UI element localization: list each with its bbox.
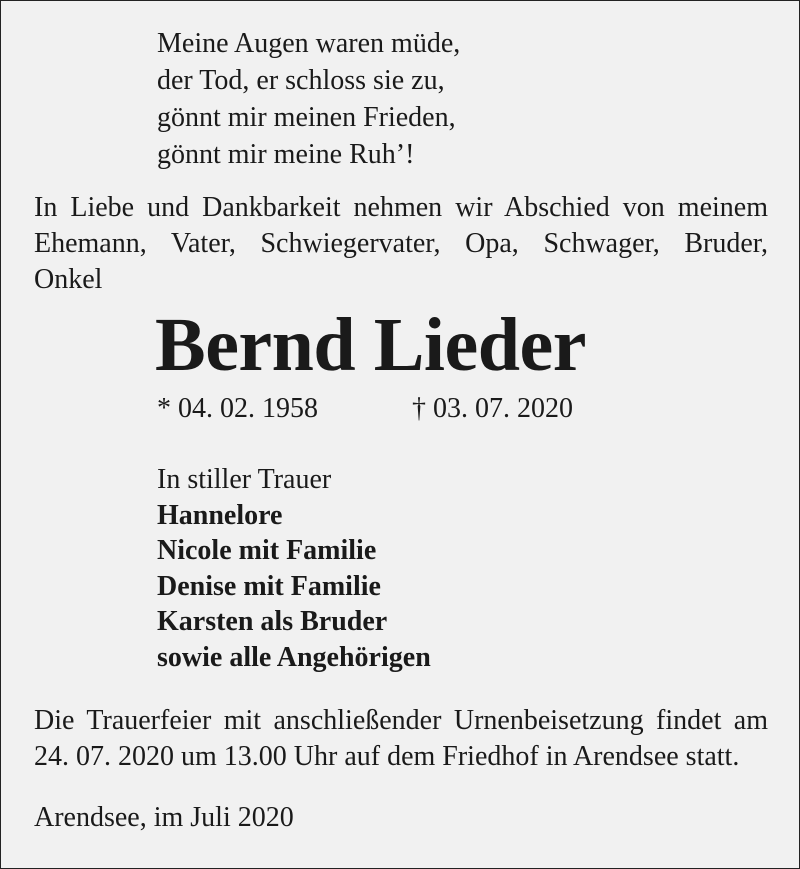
intro-line-1: In Liebe und Dankbarkeit nehmen wir Abschied von meinem [34, 192, 768, 223]
death-date: † 03. 07. 2020 [412, 393, 573, 424]
mourners-heading: In stiller Trauer [157, 464, 332, 495]
mourner-name: sowie alle Angehörigen [157, 641, 431, 673]
ceremony-line-1: Die Trauerfeier mit anschließender Urnenbeisetzung findet am [34, 705, 768, 736]
mourner-name: Nicole mit Familie [157, 535, 377, 566]
ceremony-notice [34, 703, 768, 775]
poem-line-2: der Tod, er schloss sie zu, [157, 65, 445, 96]
poem-line-4: gönnt mir meine Ruh’! [157, 139, 415, 170]
mourner-name: Karsten als Bruder [157, 606, 388, 637]
ceremony-line-2: 24. 07. 2020 um 13.00 Uhr auf dem Friedhof in Arendsee statt. [34, 741, 740, 772]
birth-date: * 04. 02. 1958 [157, 393, 318, 424]
mourner-name: Denise mit Familie [157, 570, 381, 602]
intro-line-3: Onkel [34, 264, 103, 295]
poem-verse [157, 25, 460, 173]
poem-line-1: Meine Augen waren müde, [157, 28, 461, 59]
intro-line-2: Ehemann, Vater, Schwiegervater, Opa, Schwager, Bruder, [34, 228, 768, 259]
farewell-intro [34, 190, 768, 298]
mourner-name: Hannelore [157, 499, 283, 531]
deceased-name: Bernd Lieder [155, 303, 586, 387]
place-and-date: Arendsee, im Juli 2020 [34, 802, 294, 833]
poem-line-3: gönnt mir meinen Frieden, [157, 102, 456, 133]
mourners-list [157, 462, 431, 675]
